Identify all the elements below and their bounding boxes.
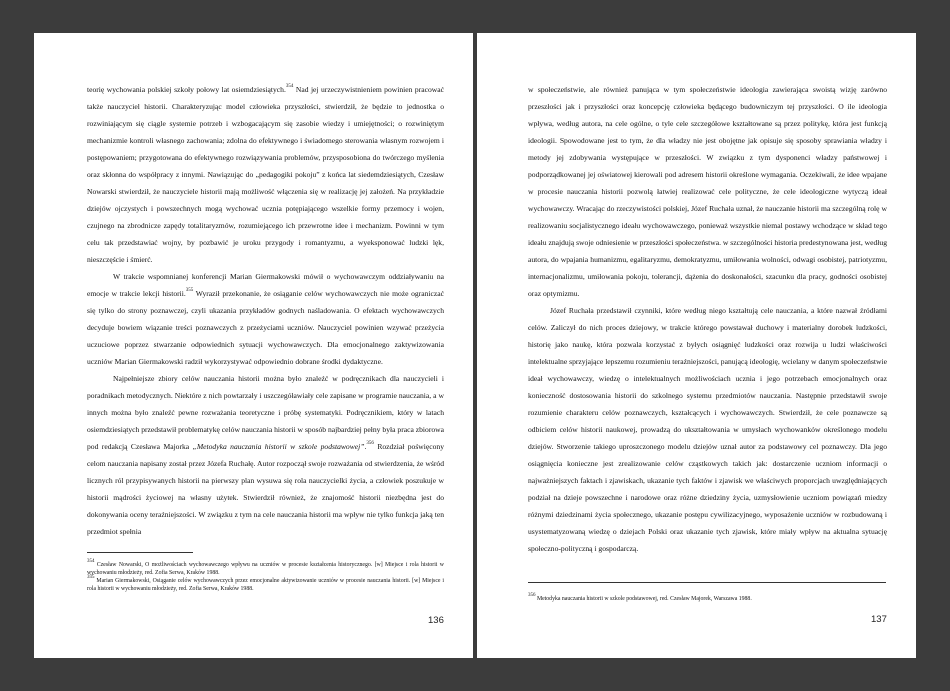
footnote bbox=[87, 577, 444, 593]
text-run: Józef Ruchała przedstawił czynniki, które według niego kształtują cele nauczania, a które nazwał źródłami celów. Zaliczył do nich proces dziejowy, w trakcie którego powstawał duchowy i materialny dorobek ludzkości, historię jako naukę, która pozwala korzystać z byłych osiągnięć ludzkości oraz rozwija u ludzi właściwości intelektualne sprzyjające lepszemu rozumieniu teraźniejszości, panującą ideologię, wcielany w danym społeczeństwie ideał wychowawczy, wiedzę o intelektualnych możliwościach ucznia i jego potrzebach emocjonalnych oraz konieczność dostosowania historii do szkolnego systemu przedmiotów nauczania. Następnie przedstawił swoje rozumienie charakteru celów poznawczych, kształcących i wychowawczych. Stwierdził, że cele poznawcze są odbiciem celów historii naukowej, prowadzą do ukształtowania w umysłach wychowanków określonego modelu dziejów. Stworzenie takiego uproszczonego modelu dziejów uznał autor za podstawowy cel poznawczy. Dla jego osiągnięcia konieczne jest zrealizowanie celów cząstkowych takich jak: dostarczenie uczniom informacji o najważniejszych faktach i zjawiskach, ukazanie tych faktów i zjawisk we właściwych proporcjach uwzględniających podział na dzieje powszechne i narodowe oraz różne dziedziny życia, uzmysłowienie uczniom powiązań miedzy różnymi dziedzinami życia społecznego, ukazanie postępu cywilizacyjnego, wyposażenie uczniów w rozbudowaną i usystematyzowaną wiedzę o dziejach Polski oraz ukazanie tych zjawisk, które miały wpływ na aktualna sytuację społeczno-polityczną i gospodarczą. bbox=[528, 306, 887, 553]
footnotes bbox=[87, 561, 444, 593]
book-title: „Metodyka nauczania historii w szkole podstawowej” bbox=[192, 442, 365, 451]
footnote-text: Metodyka nauczania historii w szkole podstawowej, red. Czesław Majorek, Warszawa 1988. bbox=[535, 596, 752, 602]
paragraph bbox=[528, 302, 887, 557]
footnote-reference: 354 bbox=[285, 84, 294, 90]
footnote-text: Czesław Nowarski, O możliwościach wychowawczego wpływu na uczniów w procesie kształcenia historycznego. [w] Miejsce i rola historii w wychowaniu młodzieży, red. Zofia Serwa, Kraków 1988. bbox=[87, 562, 444, 576]
paragraph bbox=[87, 81, 444, 268]
right-page-body bbox=[528, 81, 887, 557]
footnote-number: 355 bbox=[87, 575, 95, 581]
page-number: 136 bbox=[428, 615, 444, 626]
right-page bbox=[477, 33, 916, 658]
footnote-text: Marian Giermakowski, Osiąganie celów wychowawczych przez emocjonalne aktywizowanie uczniów w procesie nauczania historii. [w] Miejsce i rola historii w wychowaniu młodzieży, red. Zofia Serwa, Kraków 1988. bbox=[87, 578, 444, 592]
text-run: W trakcie wspomnianej konferencji Marian Giermakowski mówił o wychowawczym oddziaływaniu na emocje w trakcie lekcji historii. bbox=[87, 272, 444, 298]
text-run: Najpełniejsze zbiory celów nauczania historii można było znaleźć w podręcznikach dla nauczycieli i poradnikach metodycznych. Niektóre z nich powtarzały i uszczegóławiały cele zapisane w programie nauczania, a w innych można było znaleźć pewne rozważania teoretyczne i próbę systematyki. Podręcznikiem, który w latach osiemdziesiątych przedstawił problematykę celów nauczania historii w sposób najbardziej pełny była praca zbiorowa pod redakcją Czesława Majorka bbox=[87, 374, 444, 451]
footnote-reference: 356 bbox=[366, 441, 374, 447]
footnote-reference: 355 bbox=[185, 288, 194, 294]
footnote-number: 354 bbox=[87, 559, 95, 565]
text-run: teorię wychowania polskiej szkoły połowy lat osiemdziesiątych. bbox=[87, 85, 286, 94]
text-run: w społeczeństwie, ale również panująca w tym społeczeństwie ideologia zawierająca swoistą wizję zarówno przeszłości jak i przyszłości oraz koncepcję człowieka będącego budowniczym tej przyszłości. O ile ideologia wpływa, według autora, na cele ogólne, o tyle cele szczegółowe kształtowane są przez politykę, która jest funkcją ideologii. Spowodowane jest to tym, że dla władzy nie jest obojętne jak opisuje się sposoby sprawiania władzy i metody jej zdobywania występujące w przeszłości. W związku z tym dysponenci władzy państwowej i podporządkowanej jej oświatowej kierowali pod adresem historii określone wymagania. Oczekiwali, że idee wpajane w procesie nauczania historii pozwolą łatwiej realizować cele polityczne, że cele ideologiczne wytyczą ideał wychowawczy. Wracając do rzeczywistości polskiej, Józef Ruchała uznał, że nauczanie historii ma szczególną rolę w realizowaniu socjalistycznego ideału wychowawczego, ponieważ wszystkie niemal postawy wchodzące w skład tego ideału znajdują swoje odniesienie w przeszłości społeczeństwa. w szczególności historia predestynowana jest, według autora, do wpajania humanizmu, egalitaryzmu, demokratyzmu, umiłowania wolności, odwagi osobistej, patriotyzmu, internacjonalizmu, umiłowania pokoju, tolerancji, dążenia do doskonałości, szacunku dla pracy, godności osobistej oraz optymizmu. bbox=[528, 85, 887, 298]
paragraph bbox=[87, 370, 444, 540]
page-number: 137 bbox=[871, 614, 887, 625]
footnote bbox=[87, 561, 444, 577]
footnote-separator bbox=[528, 582, 886, 583]
footnote-number: 356 bbox=[528, 593, 536, 599]
text-run: . bbox=[364, 442, 367, 451]
paragraph bbox=[528, 81, 887, 302]
paragraph bbox=[87, 268, 444, 370]
text-run: Rozdział poświęcony celom nauczania napisany został przez Józefa Ruchałę. Autor rozpoczął swoje rozważania od stwierdzenia, że wśród licznych ról przypisywanych historii na pierwszy plan wysuwa się rola nauczycielki życia, a człowiek poszukuje w historii mądrości życiowej na własny użytek. Stwierdził również, że znajomość historii niezbędna jest do dokonywania oceny teraźniejszości. W związku z tym na cele nauczania historii ma wpływ nie tylko funkcja jaką ten przedmiot spełnia bbox=[87, 442, 444, 536]
footnotes bbox=[528, 595, 886, 603]
footnote-separator bbox=[87, 552, 193, 553]
text-run: Wyraził przekonanie, że osiąganie celów wychowawczych nie może ograniczać się tylko do strony poznawczej, czyli ukazania przykładów godnych naśladowania. O efektach wychowawczych decyduje bowiem wiązanie treści poznawczych z przeżyciami uczniów. Nauczyciel powinien wzywać przeżycia uczuciowe poprzez stwarzanie odpowiednich sytuacji wychowawczych. Dla emocjonalnego zaktywizowania uczniów Marian Giermakowski radził wykorzystywać odpowiednio dobrane środki dydaktyczne. bbox=[87, 289, 444, 366]
text-run: Nad jej urzeczywistnieniem powinien pracować także nauczyciel historii. Charakteryzując model człowieka przyszłości, stwierdził, że będzie to jednostka o rozwiniającym się ciągle systemie potrzeb i wzbogacającym się zasobie wiedzy i umiejętności; o rozwiniętym mechanizmie kontroli własnego zachowania; zdolna do efektywnego i świadomego sterowania własnym rozwojem i postępowaniem; przygotowana do efektywnego rozwiązywania problemów, przysposobiona do twórczego myślenia oraz skłonna do współpracy z innymi. Nawiązując do „pedagogiki pokoju” z końca lat siedemdziesiątych, Czesław Nowarski stwierdził, że nauczyciele historii mają możliwość włączenia się w realizację jej założeń. Na przykładzie dziejów ojczystych i powszechnych mogą wychować ucznia potępiającego wszelkie formy przemocy i wojen, czujnego na zbrodnicze zapędy totalitaryzmów, rozumiejącego ich przewrotne idee i mechanizm. Powinni w tym celu tak przedstawiać wojny, by pozbawić je uroku przygody i romantyzmu, a wyeksponować ludzki lęk, nieszczęście i śmierć. bbox=[87, 85, 444, 264]
left-page bbox=[34, 33, 473, 658]
left-page-body bbox=[87, 81, 444, 540]
footnote bbox=[528, 595, 886, 603]
